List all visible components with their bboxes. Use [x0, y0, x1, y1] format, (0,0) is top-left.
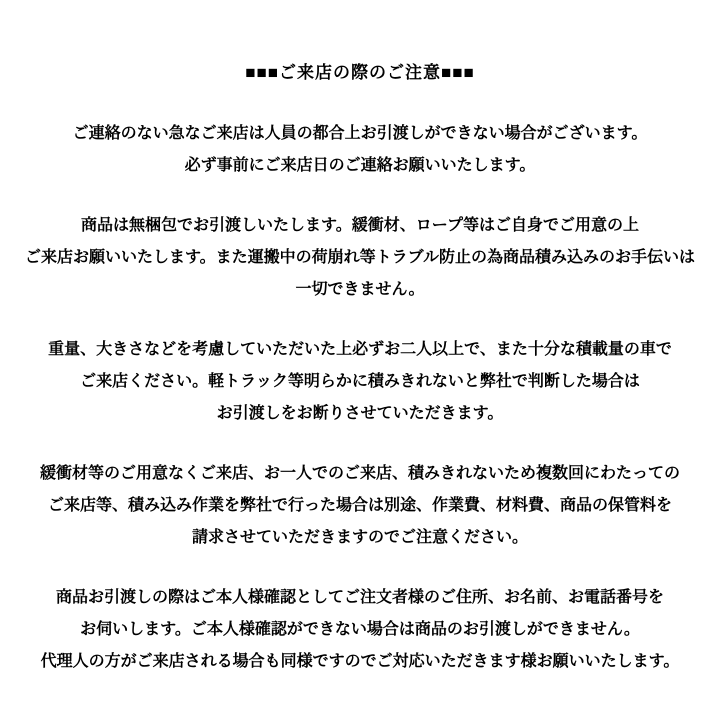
- notice-line: 緩衝材等のご用意なくご来店、お一人でのご来店、積みきれないため複数回にわたっての: [39, 465, 680, 482]
- notice-line: お引渡しをお断りさせていただきます。: [216, 405, 504, 422]
- notice-line: ご来店等、積み込み作業を弊社で行った場合は別途、作業費、材料費、商品の保管料を: [47, 497, 672, 514]
- notice-title: ■■■ご来店の際のご注意■■■: [245, 63, 475, 82]
- notice-line: 商品お引渡しの際はご本人様確認としてご注文者様のご住所、お名前、お電話番号を: [55, 589, 664, 606]
- notice-line: お伺いします。ご本人様確認ができない場合は商品のお引渡しができません。: [80, 621, 640, 638]
- notice-paragraph-contact: [8, 118, 712, 182]
- notice-line: 必ず事前にご来店日のご連絡お願いいたします。: [184, 157, 536, 174]
- notice-line: 商品は無梱包でお引渡しいたします。緩衝材、ロープ等はご自身でご用意の上: [81, 217, 639, 234]
- notice-line: 代理人の方がご来店される場合も同様ですのでご対応いただきます様お願いいたします。: [40, 653, 680, 670]
- notice-line: 重量、大きさなどを考慮していただいた上必ずお二人以上で、また十分な積載量の車で: [48, 341, 672, 358]
- notice-paragraph-identity: [8, 582, 712, 678]
- notice-paragraph-vehicle: [8, 334, 712, 430]
- notice-line: ご連絡のない急なご来店は人員の都合上お引渡しができない場合がございます。: [72, 125, 648, 142]
- notice-line: 一切できません。: [295, 281, 425, 298]
- notice-line: ご来店お願いいたします。また運搬中の荷崩れ等トラブル防止の為商品積み込みのお手伝いは: [24, 249, 696, 266]
- notice-line: ご来店ください。軽トラック等明らかに積みきれないと弊社で判断した場合は: [80, 373, 640, 390]
- notice-paragraph-fees: [8, 458, 712, 554]
- notice-line: 請求させていただきますのでご注意ください。: [191, 529, 528, 546]
- notice-paragraph-packaging: [8, 210, 712, 306]
